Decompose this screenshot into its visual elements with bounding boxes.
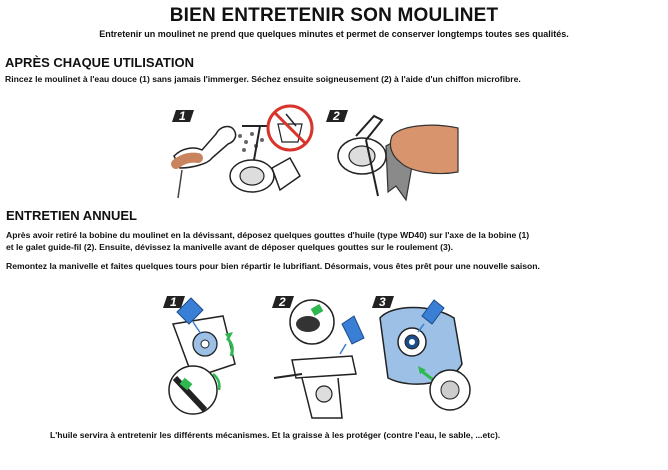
oil-bottle-icon <box>340 316 364 354</box>
no-immersion-icon <box>268 106 312 150</box>
footer-note: L'huile servira à entretenir les différents mécanismes. Et la graisse à les protéger (contre l'eau, le sable, ...etc). <box>50 430 501 440</box>
bearing-zoom-icon <box>430 370 470 410</box>
oil-bearing-illustration <box>372 294 472 419</box>
step-badge-1-label: 1 <box>179 109 186 123</box>
reel-icon <box>338 116 386 196</box>
section-heading-annual: ENTRETIEN ANNUEL <box>6 208 137 223</box>
annual-line-1: Après avoir retiré la bobine du moulinet en la dévissant, déposez quelques gouttes d'huile (type WD40) sur l'axe de la bobine (1) <box>6 230 530 240</box>
page-title: BIEN ENTRETENIR SON MOULINET <box>169 5 499 26</box>
step-badge-1 <box>172 109 194 123</box>
line-roller-zoom-icon <box>290 300 334 344</box>
annual-line-2: et le galet guide-fil (2). Ensuite, dévissez la manivelle avant de déposer quelques gouttes sur le roulement (3). <box>6 241 453 252</box>
rinse-illustration <box>172 106 322 206</box>
step-badge-3-annual-label: 3 <box>379 295 386 309</box>
section-text-after-use: Rincez le moulinet à l'eau douce (1) sans jamais l'immerger. Séchez ensuite soigneusement (2) à l'aide d'un chiffon microfibre. <box>5 74 521 84</box>
page-subtitle: Entretenir un moulinet ne prend que quelques minutes et permet de conserver longtemps toutes ses qualités. <box>99 29 569 39</box>
step-badge-2 <box>272 295 294 309</box>
step-badge-2-label: 2 <box>333 109 340 123</box>
zoom-detail-icon <box>169 366 219 414</box>
step-badge-3 <box>372 295 394 309</box>
section-heading-after-use: APRÈS CHAQUE UTILISATION <box>5 55 194 70</box>
dry-illustration <box>326 106 476 206</box>
step-badge-1-annual-label: 1 <box>170 295 177 309</box>
reel-bail-icon <box>274 356 356 418</box>
section-text-annual-2: Remontez la manivelle et faites quelques tours pour bien répartir le lubrifiant. Désormais, vous êtes prêt pour une nouvelle saison. <box>6 261 540 271</box>
oil-line-roller-illustration <box>272 294 372 419</box>
oil-spool-axis-illustration <box>163 294 263 419</box>
step-badge-2-annual-label: 2 <box>279 295 286 309</box>
step-badge-2 <box>326 109 348 123</box>
section-text-annual-1 <box>6 230 529 253</box>
